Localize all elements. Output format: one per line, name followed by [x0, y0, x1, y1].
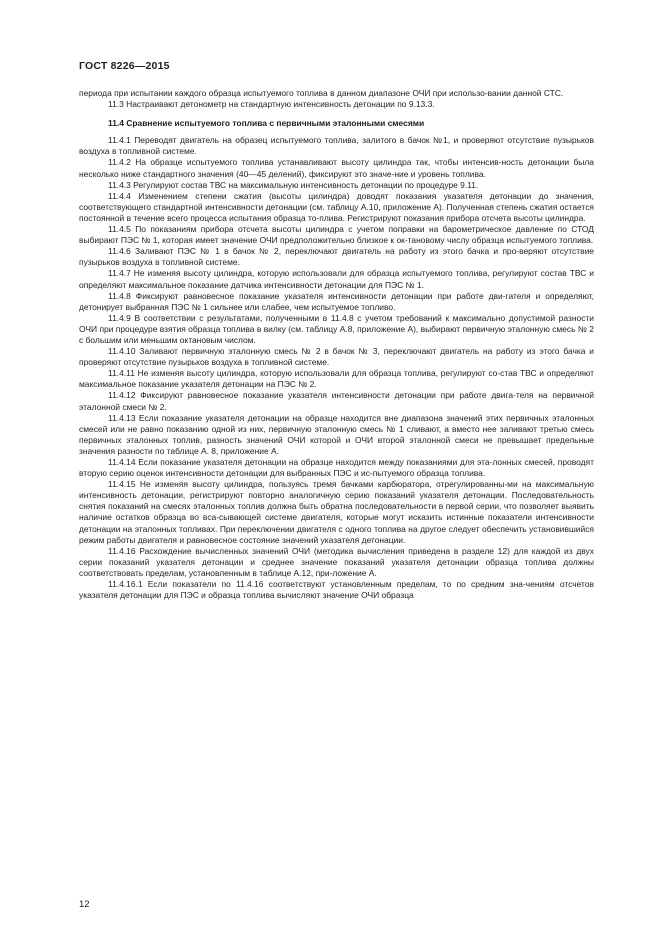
paragraph-11-4-8: 11.4.8 Фиксируют равновесное показание указателя интенсивности детонации при работе дви-гателя и определяют, детонирует выбранная ПЭС № 1 сильнее или слабее, чем испытуемое топливо.: [79, 290, 594, 312]
paragraph-11-4-7: 11.4.7 Не изменяя высоту цилиндра, которую использовали для образца испытуемого топлива, регулируют состав ТВС и определяют максимальное показание датчика интенсивности детонации для ПЭС № 1.: [79, 268, 594, 290]
paragraph-11-4-4: 11.4.4 Изменением степени сжатия (высоты цилиндра) доводят показания указателя детонации до значения, соответствующего стандартной интенсивности детонации (см. таблицу А.10, приложение А). Полученная степень сжатия остается постоянной в течение всего процесса испытания образца то-плива. Регистрируют показания прибора отсчета высоты цилиндра.: [79, 190, 594, 223]
paragraph-11-4-16: 11.4.16 Расхождение вычисленных значений ОЧИ (методика вычисления приведена в разделе 12) для каждой из двух серии показаний указателя детонации и среднее значение показаний указателя детонации образца топлива должны соответствовать пределам, установленным в таблице А.12, при-ложение А.: [79, 545, 594, 578]
paragraph-11-4-10: 11.4.10 Заливают первичную эталонную смесь № 2 в бачок № 3, переключают двигатель на работу из этого бачка и проверяют отсутствие пузырьков воздуха в топливной системе.: [79, 346, 594, 368]
paragraph-11-4-14: 11.4.14 Если показание указателя детонации на образце находится между показаниями для эта-лонных смесей, проводят вторую серию оценок интенсивности детонации для выбранных ПЭС и ис-пытуемого образца топлива.: [79, 457, 594, 479]
paragraph-11-4-15: 11.4.15 Не изменяя высоту цилиндра, пользуясь тремя бачками карбюратора, отрегулированны-ми на максимальную интенсивность детонации, регистрируют повторно аналогичную серию показаний указателя детонации. Последовательность снятия показаний на смесях эталонных топлив должна быть обратна последовательности в первой серии, что позволяет выявить наличие остатков образца во вса-сывающей системе двигателя, которые могут исказить истинные показатели интенсивности детонации на эталонных топливах. При переключении двигателя с одного топлива на другое следует обеспечить установившийся режим работы двигателя и равновесное состояние значений указателя детонации.: [79, 479, 594, 545]
paragraph-11-4-3: 11.4.3 Регулируют состав ТВС на максимальную интенсивность детонации по процедуре 9.11.: [108, 179, 479, 190]
paragraph-11-4-13: 11.4.13 Если показание указателя детонации на образце находится вне диапазона значений этих первичных эталонных смесей или не равно показанию одной из них, первичную эталонную смесь № 1 сливают, а вместо нее заливают третью смесь первичных эталонных топлив, разность значений ОЧИ которой и ОЧИ второй эталонной смеси не превышает предельные значения разности по таблице А. 8, приложение А.: [79, 412, 594, 456]
paragraph-11-4-2: 11.4.2 На образце испытуемого топлива устанавливают высоту цилиндра так, чтобы интенсив-ность детонации была несколько ниже стандартного значения (40—45 делений), фиксируют это значе-ние и уровень топлива.: [79, 157, 594, 179]
section-heading-11-4: 11.4 Сравнение испытуемого топлива с первичными эталонными смесями: [108, 118, 425, 129]
paragraph-11-4-12: 11.4.12 Фиксируют равновесное показание указателя интенсивности детонации при работе двига-теля на первичной эталонной смеси № 2.: [79, 390, 594, 412]
paragraph-11-4-1: 11.4.1 Переводят двигатель на образец испытуемого топлива, залитого в бачок №1, и проверяют отсутствие пузырьков воздуха в топливной системе.: [79, 135, 594, 157]
document-code-header: ГОСТ 8226—2015: [79, 60, 170, 72]
paragraph-11-4-6: 11.4.6 Заливают ПЭС № 1 в бачок № 2, переключают двигатель на работу из этого бачка и про-веряют отсутствие пузырьков воздуха в топливной системе.: [79, 246, 594, 268]
paragraph-11-4-9: 11.4.9 В соответствии с результатами, полученными в 11.4.8 с учетом требований к максимально допустимой разности ОЧИ при процедуре взятия образца топлива в вилку (см. таблицу А.8, приложение А), выбирают первичную эталонную смесь № 2 с большим или меньшим октановым числом.: [79, 312, 594, 345]
page-number: 12: [79, 899, 90, 910]
paragraph-continuation: периода при испытании каждого образца испытуемого топлива в данном диапазоне ОЧИ при использо-вании данной СТС.: [79, 88, 564, 98]
paragraph-11-4-5: 11.4.5 По показаниям прибора отсчета высоты цилиндра с учетом поправки на барометрическое давление по СТОД выбирают ПЭС № 1, которая имеет значение ОЧИ предположительно близкое к ок-тановому числу образца испытуемого топлива.: [79, 224, 594, 246]
paragraph-11-3: 11.3 Настраивают детонометр на стандартную интенсивность детонации по 9.13.3.: [108, 99, 435, 110]
page-body: [79, 88, 594, 601]
paragraph-11-4-16-1: 11.4.16.1 Если показатели по 11.4.16 соответствуют установленным пределам, то по средним зна-чениям отсчетов указателя детонации для ПЭС и образца топлива вычисляют значение ОЧИ образца: [79, 579, 594, 601]
paragraph-11-4-11: 11.4.11 Не изменяя высоту цилиндра, которую использовали для образца топлива, регулируют со-став ТВС и определяют максимальное показание указателя детонации на ПЭС № 2.: [79, 368, 594, 390]
